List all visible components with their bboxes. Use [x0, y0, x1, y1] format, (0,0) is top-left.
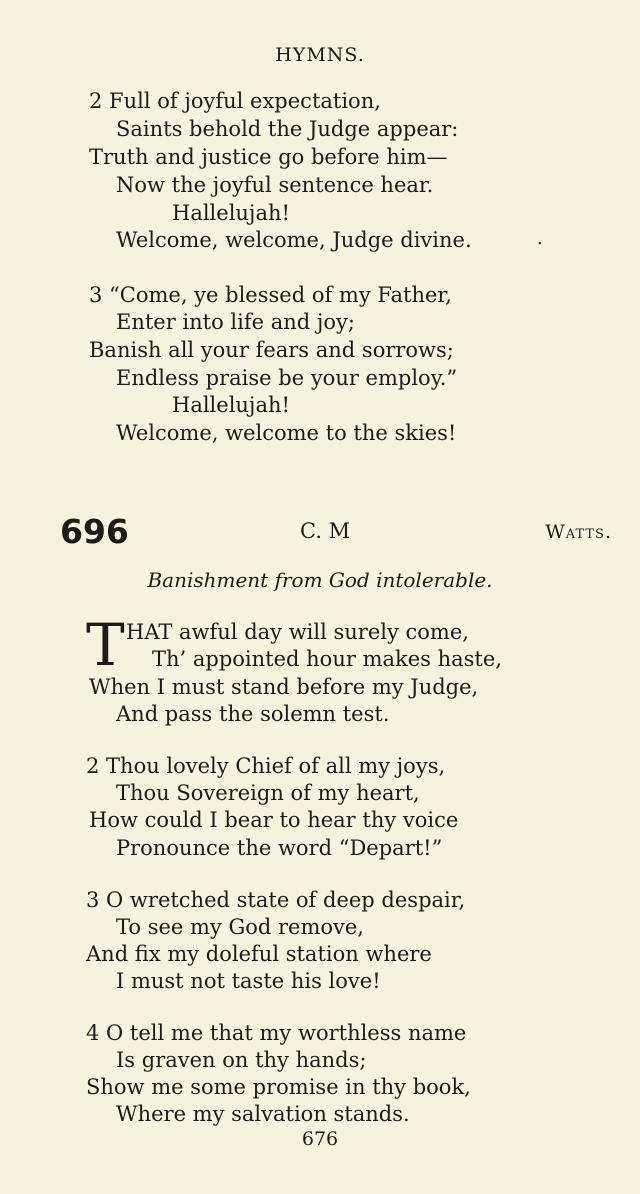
verse-line: I must not taste his love!: [116, 969, 381, 993]
verse-line: Saints behold the Judge appear:: [116, 117, 459, 141]
refrain-line: Hallelujah!: [172, 393, 290, 417]
verse-line: Endless praise be your employ.”: [116, 366, 458, 390]
verse-line: Show me some promise in thy book,: [86, 1075, 471, 1099]
verse-line: And fix my doleful station where: [86, 942, 432, 966]
verse-line: Enter into life and joy;: [116, 310, 355, 334]
verse-line: How could I bear to hear thy voice: [89, 808, 459, 832]
verse-line: Thou Sovereign of my heart,: [116, 781, 420, 805]
verse-line: 2 Thou lovely Chief of all my joys,: [86, 754, 446, 778]
hymn-author: Watts.: [545, 521, 612, 543]
verse-line: Now the joyful sentence hear.: [116, 173, 434, 197]
ink-speck: .: [537, 228, 543, 249]
drop-cap: T: [86, 611, 125, 679]
verse-line: Th’ appointed hour makes haste,: [152, 647, 502, 671]
verse-line: Banish all your fears and sorrows;: [89, 338, 454, 362]
verse-line: Is graven on thy hands;: [116, 1048, 367, 1072]
verse-line: To see my God remove,: [116, 915, 364, 939]
verse-line: HAT awful day will surely come,: [126, 620, 469, 644]
page-number: 676: [301, 1128, 339, 1150]
hymn-meter: C. M: [300, 519, 351, 543]
verse-line: Welcome, welcome to the skies!: [116, 421, 457, 445]
verse-line: Truth and justice go before him—: [89, 145, 448, 169]
verse-line: 3 O wretched state of deep despair,: [86, 888, 466, 912]
verse-line: 2 Full of joyful expectation,: [89, 89, 381, 113]
refrain-line: Hallelujah!: [172, 201, 290, 225]
verse-line: 4 O tell me that my worthless name: [86, 1021, 467, 1045]
hymn-subtitle: Banishment from God intolerable.: [147, 568, 493, 592]
verse-line: When I must stand before my Judge,: [89, 675, 479, 699]
verse-line: Pronounce the word “Depart!”: [116, 836, 443, 860]
verse-line: And pass the solemn test.: [116, 702, 390, 726]
running-title: HYMNS.: [275, 44, 365, 66]
hymn-number: 696: [60, 512, 129, 551]
verse-line: Where my salvation stands.: [116, 1102, 410, 1126]
verse-line: Welcome, welcome, Judge divine.: [116, 228, 472, 252]
verse-line: 3 “Come, ye blessed of my Father,: [89, 283, 452, 307]
